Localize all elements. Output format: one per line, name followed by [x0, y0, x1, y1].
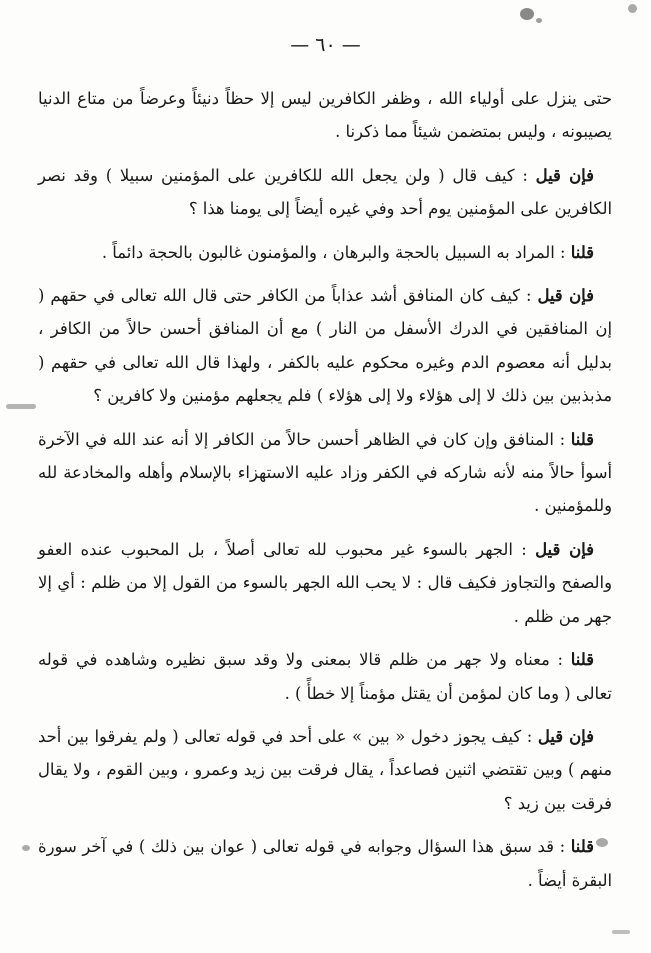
paragraph-answer — [38, 423, 612, 523]
paragraph-question — [38, 720, 612, 820]
paragraph-lead: فإن قيل — [535, 539, 594, 559]
paragraph-answer — [38, 643, 612, 710]
paragraph-lead: قلنا — [570, 837, 594, 857]
body-text — [38, 82, 612, 897]
paragraph-text: : معناه ولا جهر من ظلم قالا بمعنى ولا وقد سبق نظيره وشاهده في قوله تعالى ( وما كان لمؤمن أن يقتل مؤمناً إلا خطأً ) . — [38, 650, 612, 703]
paragraph-answer — [38, 830, 612, 897]
paragraph-continuation — [38, 82, 612, 149]
paragraph-text: : الجهر بالسوء غير محبوب لله تعالى أصلاً ، بل المحبوب عنده العفو والصفح والتجاوز فكيف قال : لا يحب الله الجهر بالسوء من القول إلا من ظلم : أي إلا جهر من ظلم . — [38, 539, 612, 626]
paragraph-lead: قلنا — [570, 242, 594, 262]
paragraph-text: : كيف يجوز دخول « بين » على أحد في قوله تعالى ( ولم يفرقوا بين أحد منهم ) وبين تقتضي اثنين فصاعداً ، يقال فرقت بين زيد وعمرو ، وبين القوم ، ولا يقال فرقت بين زيد ؟ — [38, 726, 612, 813]
paragraph-lead: قلنا — [570, 650, 594, 670]
paragraph-text: : المنافق وإن كان في الظاهر أحسن حالاً من الكافر إلا أنه عند الله في الآخرة أسوأ حالاً منه لأنه شاركه في الكفر وزاد عليه الاستهزاء بالإسلام وأهله والمخادعة لله وللمؤمنين . — [38, 429, 612, 516]
paragraph-text: : كيف كان المنافق أشد عذاباً من الكافر حتى قال الله تعالى في حقهم ( إن المنافقين في الدرك الأسفل من النار ) مع أن المنافق أحسن حالاً من الكافر ، بدليل أنه معصوم الدم وغيره محكوم عليه بالكفر ، ولهذا قال الله تعالى في حقهم ( مذبذبين بين ذلك لا إلى هؤلاء ولا إلى هؤلاء ) فلم يجعلهم مؤمنين ولا كافرين ؟ — [38, 286, 612, 406]
paragraph-question — [38, 533, 612, 633]
paragraph-text: : قد سبق هذا السؤال وجوابه في قوله تعالى ( عوان بين ذلك ) في آخر سورة البقرة أيضاً . — [38, 837, 612, 890]
ink-speck — [536, 18, 542, 23]
ink-speck — [22, 845, 30, 851]
paragraph-text: : كيف قال ( ولن يجعل الله للكافرين على المؤمنين سبيلا ) وقد نصر الكافرين على المؤمنين يوم أحد وفي غيره أيضاً إلى يومنا هذا ؟ — [38, 165, 612, 219]
paragraph-lead: قلنا — [570, 429, 594, 449]
paragraph-lead: فإن قيل — [537, 286, 594, 306]
paragraph-answer — [38, 236, 612, 269]
ink-speck — [612, 930, 630, 934]
ink-speck — [6, 404, 36, 409]
ink-speck — [520, 8, 534, 20]
ink-speck — [628, 4, 637, 13]
paragraph-question — [38, 279, 612, 413]
paragraph-text: حتى ينزل على أولياء الله ، وظفر الكافرين ليس إلا حظاً دنيئاً وعرضاً من متاع الدنيا يصيبونه ، وليس بمتضمن شيئاً مما ذكرنا . — [38, 89, 612, 142]
paragraph-text: : المراد به السبيل بالحجة والبرهان ، والمؤمنون غالبون بالحجة دائماً . — [101, 242, 571, 262]
page-number: — ٦٠ — — [290, 34, 361, 56]
paragraph-lead: فإن قيل — [535, 165, 594, 185]
paragraph-lead: فإن قيل — [537, 726, 594, 746]
paragraph-question — [38, 159, 612, 226]
